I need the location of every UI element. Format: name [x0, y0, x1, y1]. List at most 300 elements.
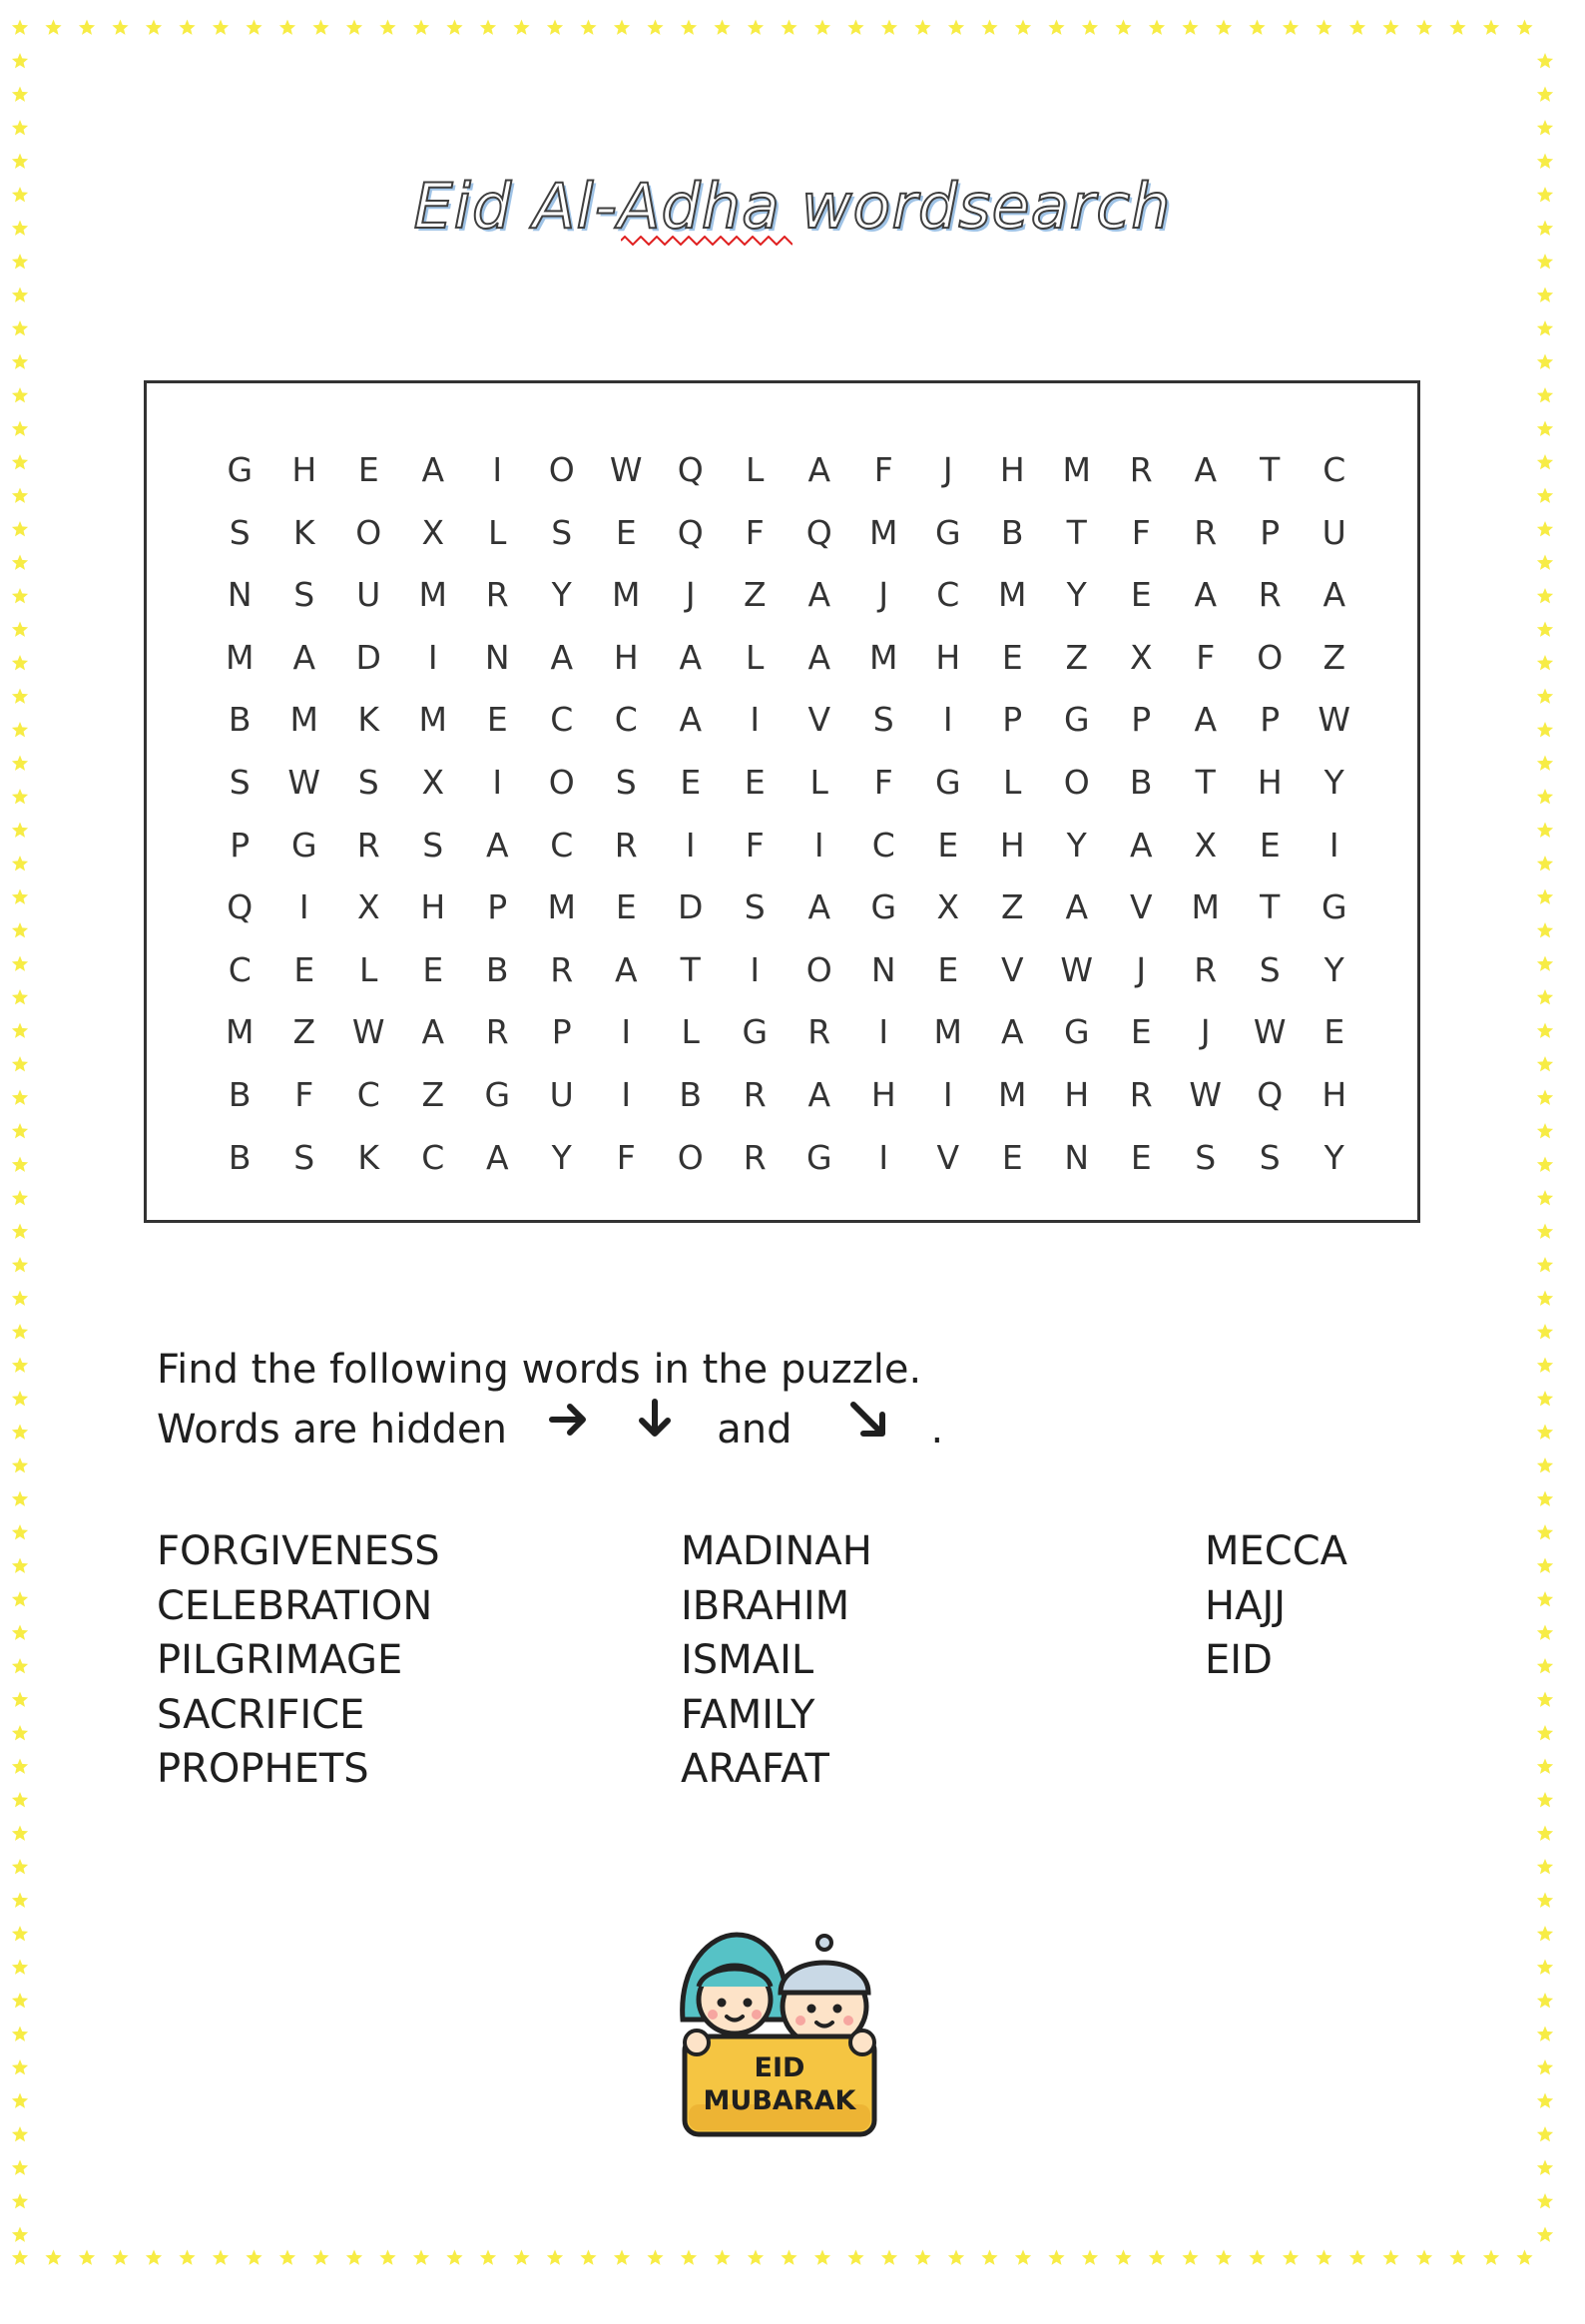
border-star	[547, 2250, 563, 2265]
grid-letter: T	[1260, 450, 1281, 489]
border-star	[12, 555, 28, 570]
grid-letter: U	[1321, 512, 1346, 552]
grid-letter: R	[485, 575, 509, 615]
instructions-line-2	[157, 1397, 943, 1456]
border-star	[1537, 922, 1553, 937]
grid-letter: M	[289, 700, 318, 740]
grid-letter: A	[1194, 450, 1218, 489]
grid-letter: R	[1129, 450, 1153, 489]
grid-letter: N	[484, 637, 510, 677]
grid-letter: J	[878, 575, 889, 615]
border-star	[246, 20, 262, 35]
border-star	[1537, 1893, 1553, 1908]
grid-letter: W	[1318, 700, 1351, 740]
grid-letter: Z	[292, 1012, 316, 1052]
border-star	[1537, 2126, 1553, 2141]
grid-letter: W	[609, 450, 643, 489]
border-star	[446, 2250, 462, 2265]
grid-letter: A	[292, 637, 316, 677]
grid-letter: I	[685, 825, 696, 865]
border-star	[312, 20, 328, 35]
border-star	[12, 320, 28, 335]
border-star	[1537, 320, 1553, 335]
border-star	[12, 1524, 28, 1539]
grid-letter: G	[1063, 700, 1090, 740]
boy-cap-icon	[781, 1936, 868, 2046]
grid-letter: E	[293, 949, 315, 989]
grid-letter: B	[228, 1074, 252, 1114]
grid-letter: W	[1189, 1074, 1223, 1114]
grid-letter: A	[421, 1012, 445, 1052]
border-star	[1216, 2250, 1232, 2265]
grid-letter: M	[998, 1074, 1027, 1114]
spellcheck-squiggle	[621, 236, 792, 246]
grid-letter: W	[1253, 1012, 1287, 1052]
word-list-item: MADINAH	[681, 1528, 872, 1574]
border-star	[12, 1692, 28, 1707]
border-star	[12, 655, 28, 670]
grid-letter: R	[356, 825, 380, 865]
grid-letter: E	[1130, 1137, 1152, 1177]
border-star	[1382, 2250, 1398, 2265]
border-star	[647, 2250, 663, 2265]
grid-letter: A	[1194, 700, 1218, 740]
border-star	[1537, 722, 1553, 737]
word-list-item: MECCA	[1205, 1528, 1348, 1574]
grid-letter: M	[226, 1012, 255, 1052]
border-star	[1537, 488, 1553, 503]
eid-mubarak-mascot	[675, 1925, 884, 2144]
word-list-item: PILGRIMAGE	[157, 1637, 403, 1683]
border-star	[12, 1926, 28, 1941]
border-star	[1537, 689, 1553, 704]
border-star	[1537, 2193, 1553, 2208]
border-star	[1537, 1056, 1553, 1071]
border-star	[714, 20, 730, 35]
border-star	[1537, 789, 1553, 804]
grid-letter: E	[357, 450, 379, 489]
grid-letter: C	[871, 825, 895, 865]
grid-letter: U	[356, 575, 381, 615]
grid-letter: P	[1260, 700, 1281, 740]
grid-letter: G	[484, 1074, 511, 1114]
border-star	[1537, 1926, 1553, 1941]
grid-letter: K	[357, 1137, 380, 1177]
border-star	[12, 87, 28, 102]
word-list-item: ARAFAT	[681, 1746, 829, 1792]
grid-letter: E	[1130, 1012, 1152, 1052]
grid-letter: H	[1064, 1074, 1090, 1114]
border-star	[1082, 20, 1098, 35]
grid-letter: I	[942, 700, 953, 740]
border-star	[1537, 1826, 1553, 1841]
grid-letter: A	[807, 450, 831, 489]
border-star	[1283, 2250, 1299, 2265]
border-star	[1537, 1157, 1553, 1172]
arrow-right-icon	[546, 1397, 592, 1443]
grid-letter: C	[421, 1137, 445, 1177]
grid-letter: Q	[1257, 1074, 1284, 1114]
grid-letter: W	[351, 1012, 385, 1052]
grid-letter: R	[1194, 512, 1218, 552]
border-star	[12, 922, 28, 937]
border-star	[1537, 622, 1553, 637]
grid-letter: F	[1196, 637, 1216, 677]
grid-letter: K	[292, 512, 315, 552]
word-list-item: FAMILY	[681, 1691, 815, 1738]
border-star	[1537, 354, 1553, 369]
grid-letter: O	[548, 762, 575, 802]
grid-letter: G	[1063, 1012, 1090, 1052]
grid-letter: T	[1195, 762, 1216, 802]
border-star	[12, 2059, 28, 2074]
border-star	[12, 1090, 28, 1105]
grid-letter: Y	[1323, 1137, 1344, 1177]
grid-letter: C	[936, 575, 960, 615]
grid-letter: F	[873, 450, 893, 489]
grid-letter: A	[1129, 825, 1153, 865]
grid-letter: H	[999, 450, 1025, 489]
grid-letter: O	[355, 512, 382, 552]
grid-letter: R	[550, 949, 574, 989]
grid-letter: L	[488, 512, 507, 552]
grid-letter: I	[298, 887, 309, 927]
border-star	[1416, 2250, 1432, 2265]
border-star	[814, 2250, 830, 2265]
border-star	[1382, 20, 1398, 35]
border-star	[12, 1591, 28, 1606]
grid-letter: E	[1001, 1137, 1023, 1177]
grid-letter: S	[1259, 1137, 1281, 1177]
grid-letter: J	[942, 450, 953, 489]
grid-letter: Y	[1066, 575, 1087, 615]
border-star	[748, 20, 764, 35]
border-star	[179, 20, 195, 35]
border-star	[1537, 1792, 1553, 1807]
grid-letter: L	[746, 637, 765, 677]
border-star	[681, 2250, 697, 2265]
grid-letter: D	[355, 637, 381, 677]
border-star	[1537, 823, 1553, 838]
grid-letter: Q	[805, 512, 832, 552]
grid-letter: R	[485, 1012, 509, 1052]
grid-letter: E	[615, 887, 637, 927]
grid-letter: J	[1136, 949, 1147, 989]
grid-letter: C	[356, 1074, 380, 1114]
border-star	[1537, 2227, 1553, 2242]
border-star	[480, 2250, 496, 2265]
border-star	[1537, 1692, 1553, 1707]
border-star	[1182, 20, 1198, 35]
border-star	[1537, 2093, 1553, 2108]
border-star	[1316, 20, 1331, 35]
grid-letter: X	[1129, 637, 1153, 677]
border-star	[45, 20, 61, 35]
grid-letter: S	[357, 762, 379, 802]
grid-letter: M	[612, 575, 641, 615]
border-star	[12, 1224, 28, 1239]
girl-hijab-icon	[683, 1935, 788, 2034]
border-star	[12, 2093, 28, 2108]
grid-letter: B	[1129, 762, 1153, 802]
border-star	[1115, 20, 1131, 35]
border-star	[1537, 288, 1553, 302]
grid-letter: P	[551, 1012, 572, 1052]
grid-letter: I	[750, 700, 761, 740]
grid-letter: A	[1000, 1012, 1024, 1052]
border-star	[1537, 1023, 1553, 1038]
border-star	[12, 1358, 28, 1373]
border-star	[12, 2126, 28, 2141]
instructions-line-1: Find the following words in the puzzle.	[157, 1347, 922, 1393]
border-star	[1537, 1257, 1553, 1272]
border-star	[1537, 454, 1553, 469]
instructions-end: .	[930, 1407, 944, 1452]
grid-letter: I	[750, 949, 761, 989]
grid-letter: F	[745, 512, 765, 552]
border-star	[914, 20, 930, 35]
grid-letter: S	[1195, 1137, 1217, 1177]
grid-letter: S	[229, 762, 251, 802]
grid-letter: Y	[1323, 762, 1344, 802]
border-star	[1537, 1491, 1553, 1506]
border-star	[12, 354, 28, 369]
border-star	[12, 20, 28, 35]
border-star	[1537, 989, 1553, 1004]
grid-letter: A	[614, 949, 638, 989]
grid-letter: P	[1131, 700, 1152, 740]
border-star	[580, 2250, 596, 2265]
border-star	[213, 20, 229, 35]
grid-letter: R	[1194, 949, 1218, 989]
border-star	[1149, 20, 1165, 35]
border-star	[847, 20, 863, 35]
border-star	[12, 1658, 28, 1673]
grid-letter: X	[356, 887, 380, 927]
border-star	[12, 1759, 28, 1774]
word-list-column-3	[1205, 1524, 1347, 1688]
border-star	[1537, 1759, 1553, 1774]
grid-letter: H	[1257, 762, 1283, 802]
border-star	[814, 20, 830, 35]
border-star	[881, 20, 897, 35]
border-star	[881, 2250, 897, 2265]
border-star	[1537, 889, 1553, 904]
grid-letter: S	[744, 887, 766, 927]
grid-letter: I	[492, 450, 503, 489]
border-star	[12, 1157, 28, 1172]
grid-letter: Z	[1065, 637, 1089, 677]
border-star	[1537, 1425, 1553, 1440]
border-star	[1537, 956, 1553, 971]
grid-letter: F	[745, 825, 765, 865]
grid-letter: F	[873, 762, 893, 802]
grid-letter: Z	[743, 575, 767, 615]
grid-letter: N	[1064, 1137, 1090, 1177]
border-star	[1537, 1658, 1553, 1673]
border-star	[1015, 2250, 1031, 2265]
grid-letter: C	[1322, 450, 1346, 489]
grid-letter: G	[934, 512, 961, 552]
border-star	[12, 288, 28, 302]
border-star	[12, 154, 28, 169]
grid-letter: G	[227, 450, 254, 489]
grid-letter: S	[1259, 949, 1281, 989]
border-star	[279, 2250, 295, 2265]
border-star	[1249, 20, 1265, 35]
grid-letter: V	[807, 700, 831, 740]
border-star	[12, 254, 28, 269]
grid-letter: G	[1321, 887, 1347, 927]
border-star	[1537, 154, 1553, 169]
grid-letter: I	[427, 637, 438, 677]
grid-letter: H	[935, 637, 961, 677]
border-star	[413, 20, 429, 35]
grid-letter: R	[807, 1012, 831, 1052]
border-star	[179, 2250, 195, 2265]
border-star	[1449, 20, 1465, 35]
border-star	[1537, 1190, 1553, 1205]
border-star	[446, 20, 462, 35]
grid-letter: I	[492, 762, 503, 802]
border-star	[12, 1893, 28, 1908]
grid-letter: X	[421, 512, 445, 552]
grid-letter: C	[614, 700, 638, 740]
grid-letter: A	[1322, 575, 1346, 615]
border-star	[246, 2250, 262, 2265]
border-star	[1416, 20, 1432, 35]
grid-letter: M	[1062, 450, 1091, 489]
grid-letter: S	[293, 1137, 315, 1177]
grid-letter: E	[1323, 1012, 1345, 1052]
grid-letter: W	[287, 762, 321, 802]
border-star	[12, 2027, 28, 2041]
border-star	[12, 521, 28, 536]
border-star	[1537, 1625, 1553, 1640]
grid-letter: M	[869, 512, 898, 552]
grid-letter: B	[228, 1137, 252, 1177]
grid-letter: J	[685, 575, 696, 615]
border-star	[981, 20, 997, 35]
border-star	[312, 2250, 328, 2265]
grid-letter: T	[680, 949, 701, 989]
grid-letter: H	[1321, 1074, 1347, 1114]
border-star	[12, 1123, 28, 1138]
border-star	[714, 2250, 730, 2265]
border-star	[1249, 2250, 1265, 2265]
grid-letter: V	[1129, 887, 1153, 927]
grid-letter: G	[742, 1012, 769, 1052]
border-star	[614, 20, 630, 35]
grid-letter: R	[743, 1074, 767, 1114]
grid-letter: Z	[1322, 637, 1346, 677]
border-star	[12, 1023, 28, 1038]
grid-letter: S	[422, 825, 444, 865]
border-star	[1537, 521, 1553, 536]
grid-letter: C	[228, 949, 252, 989]
border-star	[12, 1391, 28, 1406]
grid-letter: S	[293, 575, 315, 615]
grid-letter: A	[807, 1074, 831, 1114]
border-star	[948, 20, 964, 35]
border-star	[1483, 20, 1499, 35]
border-star	[12, 789, 28, 804]
eid-mubarak-sign	[685, 2031, 874, 2134]
border-star	[12, 1960, 28, 1975]
border-star	[1015, 20, 1031, 35]
border-star	[12, 1056, 28, 1071]
border-star	[112, 20, 128, 35]
border-star	[12, 1725, 28, 1740]
grid-letter: C	[550, 700, 574, 740]
border-star	[480, 20, 496, 35]
grid-letter: O	[677, 1137, 704, 1177]
grid-letter: Y	[551, 1137, 572, 1177]
grid-letter: C	[550, 825, 574, 865]
border-star	[413, 2250, 429, 2265]
border-star	[1349, 2250, 1365, 2265]
grid-letter: L	[681, 1012, 700, 1052]
border-star	[1283, 20, 1299, 35]
border-star	[12, 1558, 28, 1573]
border-star	[1537, 421, 1553, 436]
border-star	[12, 1324, 28, 1339]
border-star	[1537, 1960, 1553, 1975]
border-star	[1537, 1123, 1553, 1138]
grid-letter: E	[680, 762, 702, 802]
border-star	[12, 1425, 28, 1440]
border-star	[547, 20, 563, 35]
border-star	[1537, 387, 1553, 402]
border-star	[379, 20, 395, 35]
grid-letter: G	[290, 825, 317, 865]
grid-letter: P	[1002, 700, 1023, 740]
border-star	[1149, 2250, 1165, 2265]
border-star	[12, 1993, 28, 2008]
word-list-item: CELEBRATION	[157, 1582, 433, 1629]
grid-letter: A	[807, 887, 831, 927]
grid-letter: O	[1257, 637, 1284, 677]
grid-letter: B	[228, 700, 252, 740]
grid-letter: L	[746, 450, 765, 489]
grid-letter: D	[678, 887, 704, 927]
grid-letter: A	[1065, 887, 1089, 927]
border-star	[748, 2250, 764, 2265]
grid-letter: B	[1000, 512, 1024, 552]
word-list-item: SACRIFICE	[157, 1691, 365, 1738]
grid-letter: S	[229, 512, 251, 552]
border-star	[1537, 1993, 1553, 2008]
border-star	[1537, 555, 1553, 570]
border-star	[12, 454, 28, 469]
grid-letter: H	[291, 450, 317, 489]
grid-letter: A	[807, 637, 831, 677]
grid-letter: R	[1129, 1074, 1153, 1114]
border-star	[12, 421, 28, 436]
border-star	[1115, 2250, 1131, 2265]
border-star	[1316, 2250, 1331, 2265]
grid-letter: V	[1000, 949, 1024, 989]
grid-letter: E	[1130, 575, 1152, 615]
grid-letter: M	[1191, 887, 1220, 927]
border-star	[1537, 1725, 1553, 1740]
grid-letter: Z	[1000, 887, 1024, 927]
grid-letter: H	[613, 637, 639, 677]
border-star	[513, 20, 529, 35]
grid-letter: A	[550, 637, 574, 677]
border-star	[1537, 856, 1553, 871]
grid-letter: I	[1328, 825, 1339, 865]
